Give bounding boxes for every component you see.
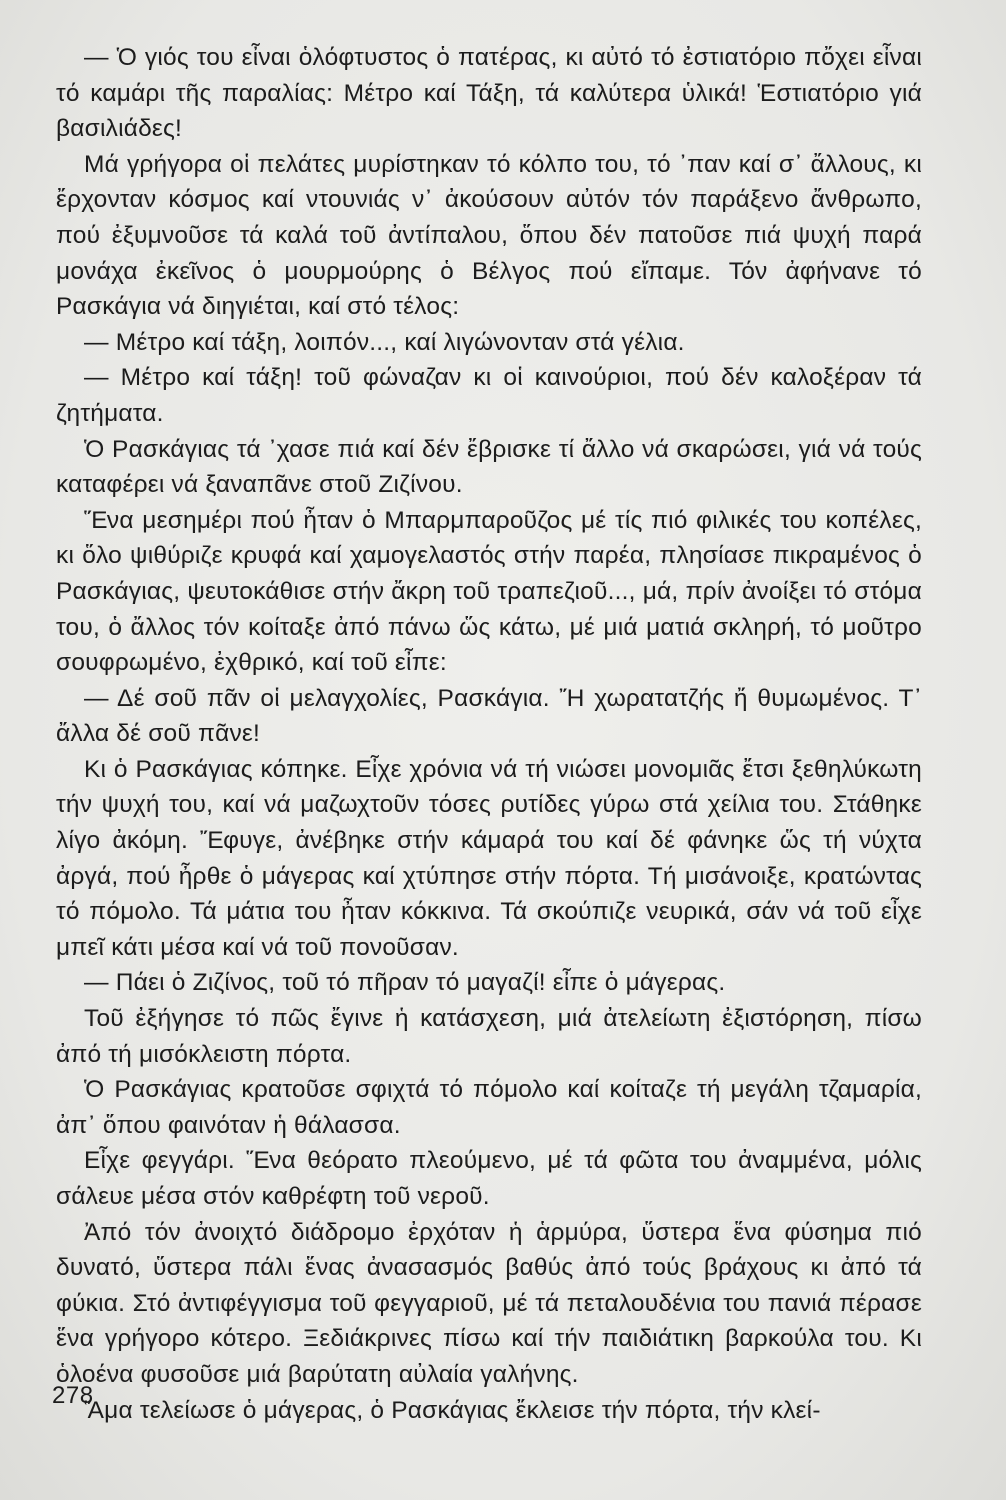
paragraph-6: Ἕνα μεσημέρι πού ἦταν ὁ Μπαρμπαροῦζος μέ τίς πιό φιλικές του κοπέλες, κι ὅλο ψιθύριζε κρυφά καί χαμογελαστός στήν παρέα, πλησίασε πικραμένος ὁ Ρασκάγιας, ψευτοκάθισε στήν ἄκρη τοῦ τραπεζιοῦ..., μά, πρίν ἀνοίξει τό στόμα του, ὁ ἄλλος τόν κοίταξε ἀπό πάνω ὥς κάτω, μέ μιά ματιά σκληρή, τό μοῦτρο σουφρωμένο, ἐχθρικό, καί τοῦ εἶπε:: [56, 506, 922, 677]
paragraph-13: Ἀπό τόν ἀνοιχτό διάδρομο ἐρχόταν ἡ ἁρμύρα, ὕστερα ἕνα φύσημα πιό δυνατό, ὕστερα πάλι ἕνας ἀνασασμός βαθύς ἀπό τούς βράχους κι ἀπό τά φύκια. Στό ἀντιφέγγισμα τοῦ φεγγαριοῦ, μέ τά πεταλουδένια του πανιά πέρασε ἕνα γρήγορο κότερο. Ξεδιάκρινες πίσω καί τήν παιδιάτικη βαρκούλα του. Κι ὁλοένα φυσοῦσε μιά βαρύτατη αὐλαία γαλήνης.: [56, 1218, 922, 1388]
paragraph-2: Μά γρήγορα οἱ πελάτες μυρίστηκαν τό κόλπο του, τό ᾽παν καί σ᾽ ἄλλους, κι ἔρχονταν κόσμος καί ντουνιάς ν᾽ ἀκούσουν αὐτόν τόν παράξενο ἄνθρωπο, πού ἐξυμνοῦσε τά καλά τοῦ ἀντίπαλου, ὅπου δέν πατοῦσε πιά ψυχή παρά μονάχα ἐκεῖνος ὁ μουρμούρης ὁ Βέλγος πού εἴπαμε. Τόν ἀφήνανε τό Ρασκάγια νά διηγιέται, καί στό τέλος:: [56, 150, 922, 321]
paragraph-12: Εἶχε φεγγάρι. Ἕνα θεόρατο πλεούμενο, μέ τά φῶτα του ἀναμμένα, μόλις σάλευε μέσα στόν καθρέφτη τοῦ νεροῦ.: [56, 1147, 922, 1210]
paragraph-11: Ὁ Ρασκάγιας κρατοῦσε σφιχτά τό πόμολο καί κοίταζε τή μεγάλη τζαμαρία, ἀπ᾽ ὅπου φαινόταν ἡ θάλασσα.: [56, 1076, 922, 1139]
paragraph-14: Ἅμα τελείωσε ὁ μάγερας, ὁ Ρασκάγιας ἔκλεισε τήν πόρτα, τήν κλεί-: [84, 1396, 821, 1424]
paragraph-5: Ὁ Ρασκάγιας τά ᾽χασε πιά καί δέν ἔβρισκε τί ἄλλο νά σκαρώσει, γιά νά τούς καταφέρει νά ξαναπᾶνε στοῦ Ζιζίνου.: [56, 435, 922, 499]
paragraph-4: — Μέτρο καί τάξη! τοῦ φώναζαν κι οἱ καινούριοι, πού δέν καλοξέραν τά ζητήματα.: [56, 364, 922, 427]
paragraph-1: — Ὁ γιός του εἶναι ὁλόφτυστος ὁ πατέρας, κι αὐτό τό ἐστιατόριο πὄχει εἶναι τό καμάρι τῆς παραλίας: Μέτρο καί Τάξη, τά καλύτερα ὑλικά! Ἑστιατόριο γιά βασιλιάδες!: [56, 44, 922, 143]
paragraph-7: — Δέ σοῦ πᾶν οἱ μελαγχολίες, Ρασκάγια. Ἤ χωρατατζής ἤ θυμωμένος. Τ᾽ ἄλλα δέ σοῦ πᾶνε!: [56, 684, 922, 748]
paragraph-8: Κι ὁ Ρασκάγιας κόπηκε. Εἶχε χρόνια νά τή νιώσει μονομιᾶς ἔτσι ξεθηλύκωτη τήν ψυχή του, καί νά μαζωχτοῦν τόσες ρυτίδες γύρω στά χείλια του. Στάθηκε λίγο ἀκόμη. Ἔφυγε, ἀνέβηκε στήν κάμαρά του καί δέ φάνηκε ὥς τή νύχτα ἀργά, πού ἦρθε ὁ μάγερας καί χτύπησε στήν πόρτα. Τή μισάνοιξε, κρατώντας τό πόμολο. Τά μάτια του ἦταν κόκκινα. Τά σκούπιζε νευρικά, σάν νά τοῦ εἶχε μπεῖ κάτι μέσα καί νά τοῦ πονοῦσαν.: [56, 755, 922, 961]
paragraph-3: — Μέτρο καί τάξη, λοιπόν..., καί λιγώνονταν στά γέλια.: [84, 328, 685, 356]
paragraph-10: Τοῦ ἐξήγησε τό πῶς ἔγινε ἡ κατάσχεση, μιά ἀτελείωτη ἐξιστόρηση, πίσω ἀπό τή μισόκλειστη πόρτα.: [56, 1005, 922, 1068]
body-text: [56, 40, 922, 1428]
page-number: 278: [52, 1382, 94, 1409]
paragraph-9: — Πάει ὁ Ζιζίνος, τοῦ τό πῆραν τό μαγαζί! εἶπε ὁ μάγερας.: [84, 969, 726, 997]
